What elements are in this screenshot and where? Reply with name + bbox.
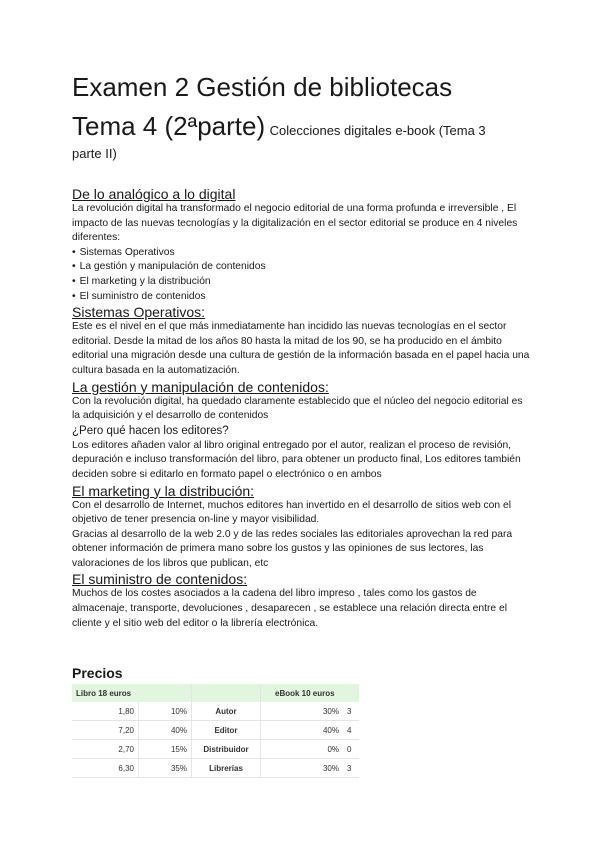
row-label: Distribuidor: [192, 740, 261, 759]
list-item: • El marketing y la distribución: [72, 275, 532, 290]
table-header-row: [72, 684, 359, 702]
table-row: [72, 721, 359, 740]
heading-analogico: De lo analógico a lo digital: [72, 186, 236, 202]
precios-heading: Precios: [72, 665, 123, 681]
libro-value: 7,20: [72, 721, 139, 740]
prices-table: [72, 684, 359, 778]
paragraph-analogico: La revolución digital ha transformado el negocio editorial de una forma profunda e irreversible , El impacto de las nuevas tecnologías y la digitalización en el sector editorial se produce en 4 niveles diferentes:: [72, 203, 518, 244]
libro-percent: 40%: [139, 721, 192, 740]
row-label: Librerías: [192, 759, 261, 778]
ebook-percent: 30%: [261, 702, 344, 721]
libro-value: 1,80: [72, 702, 139, 721]
row-label: Editor: [192, 721, 261, 740]
question-editores: ¿Pero qué hacen los editores?: [72, 424, 229, 437]
ebook-value: 3: [343, 759, 359, 778]
libro-percent: 10%: [139, 702, 192, 721]
header-empty: [192, 684, 261, 702]
list-item: • La gestión y manipulación de contenidos: [72, 260, 532, 275]
header-ebook: eBook 10 euros: [261, 684, 360, 702]
heading-sistemas: Sistemas Operativos:: [72, 304, 206, 321]
paragraph-suministro: Muchos de los costes asociados a la cadena del libro impreso , tales como los gastos de almacenaje, transporte, devoluciones , desaparecen , se establece una relación directa entre el cliente y el sitio web del editor o la librería electrónica.: [72, 588, 508, 629]
heading-suministro: El suministro de contenidos:: [72, 571, 248, 588]
ebook-value: 3: [343, 702, 359, 721]
row-label: Autor: [192, 702, 261, 721]
levels-list: [72, 246, 532, 304]
ebook-value: 4: [343, 721, 359, 740]
ebook-percent: 0%: [261, 740, 344, 759]
ebook-percent: 30%: [261, 759, 344, 778]
paragraph-marketing-1: Con el desarrollo de Internet, muchos editores han invertido en el desarrollo de sitios web con el objetivo de tener presencia on-line y mayor visibilidad.: [72, 499, 512, 526]
table-row: [72, 759, 359, 778]
header-libro: Libro 18 euros: [72, 684, 192, 702]
libro-value: 6,30: [72, 759, 139, 778]
list-item: • El suministro de contenidos: [72, 290, 532, 305]
heading-marketing: El marketing y la distribución:: [72, 482, 255, 499]
libro-percent: 15%: [139, 740, 192, 759]
table-row: [72, 702, 359, 721]
document-body: [72, 186, 532, 631]
list-item: • Sistemas Operativos: [72, 246, 532, 261]
heading-gestion: La gestión y manipulación de contenidos:: [72, 378, 329, 395]
table-row: [72, 740, 359, 759]
libro-value: 2,70: [72, 740, 139, 759]
ebook-percent: 40%: [261, 721, 344, 740]
paragraph-gestion: Con la revolución digital, ha quedado claramente establecido que el núcleo del negocio editorial es la adquisición y el desarrollo de contenidos: [72, 395, 523, 422]
paragraph-sistemas: Este es el nivel en el que más inmediatamente han incidido las nuevas tecnologías en el sector editorial. Desde la mitad de los años 80 hasta la mitad de los 90, se ha producido en el ámbito editorial una migración desde una cultura de gestión de la información basada en el papel hacia una cultura basada en la automatización.: [72, 321, 530, 376]
subtitle: [72, 113, 532, 144]
libro-percent: 35%: [139, 759, 192, 778]
tema-description: Colecciones digitales e-book (Tema 3: [269, 123, 486, 138]
page-title: Examen 2 Gestión de bibliotecas: [72, 72, 453, 102]
paragraph-marketing-2: Gracias al desarrollo de la web 2.0 y de las redes sociales las editoriales aprovechan la red para obtener información de primera mano sobre los gustos y las opiniones de sus lectores, las valoraciones de los libros que publican, etc: [72, 528, 513, 569]
tema-description-cont: parte II): [72, 146, 117, 161]
tema-title: Tema 4 (2ªparte): [72, 111, 266, 141]
paragraph-editores: Los editores añaden valor al libro original entregado por el autor, realizan el proceso de revisión, depuración e incluso transformación del libro, para obtener un producto final, Los editores también deciden sobre si editarlo en formato papel o electrónico o en ambos: [72, 439, 521, 480]
ebook-value: 0: [343, 740, 359, 759]
